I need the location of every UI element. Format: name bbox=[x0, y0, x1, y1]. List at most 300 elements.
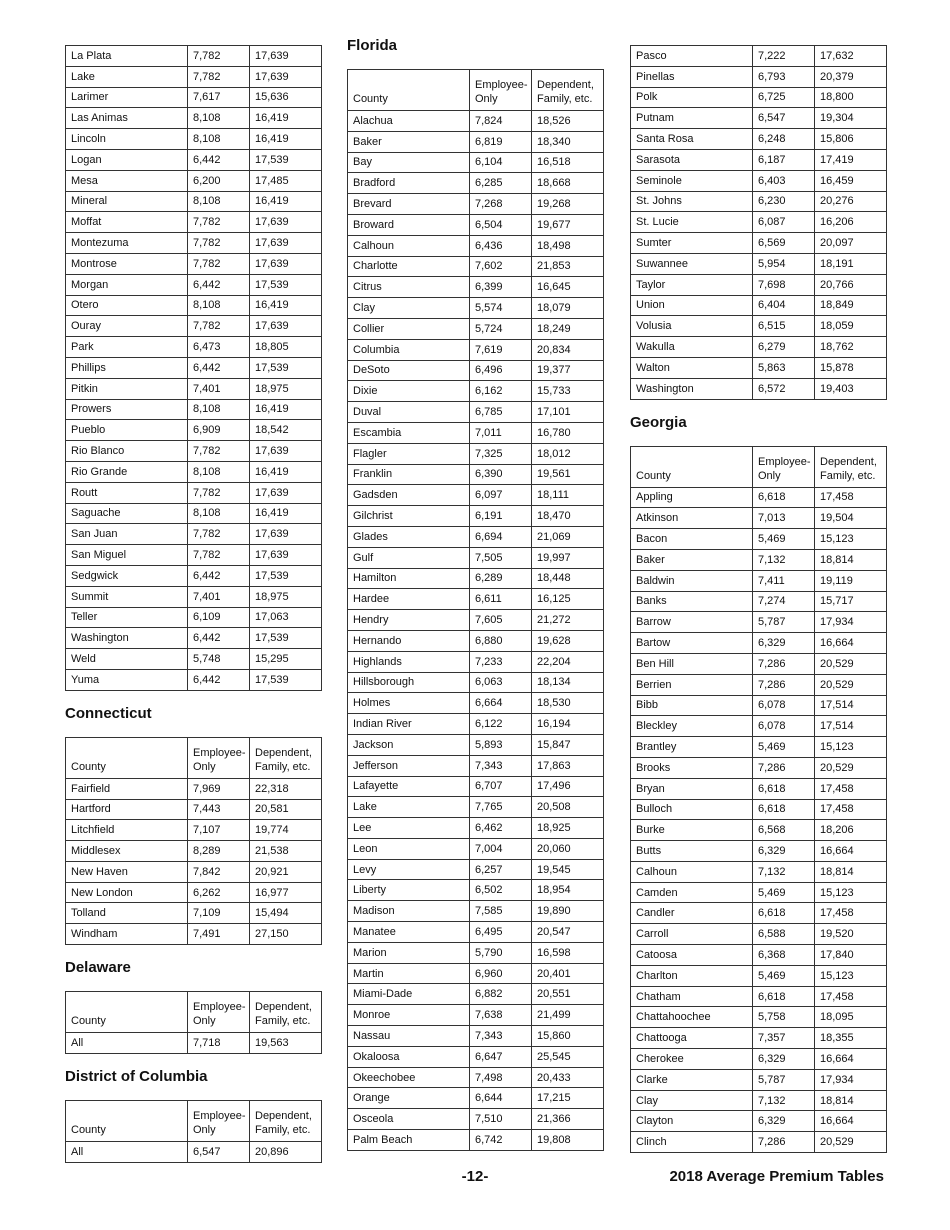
table-row bbox=[631, 903, 887, 924]
table-row bbox=[631, 46, 887, 67]
dependent-cell: 20,529 bbox=[815, 653, 887, 674]
employee-only-cell: 6,257 bbox=[470, 859, 532, 880]
table-row bbox=[348, 464, 604, 485]
employee-only-cell: 7,132 bbox=[753, 549, 815, 570]
dependent-cell: 19,808 bbox=[532, 1130, 604, 1151]
header-dependent-family: Dependent, Family, etc. bbox=[532, 70, 604, 111]
employee-only-cell: 5,787 bbox=[753, 612, 815, 633]
table-row bbox=[66, 882, 322, 903]
dependent-cell: 17,539 bbox=[250, 149, 322, 170]
county-cell: Bay bbox=[348, 152, 470, 173]
header-employee-only: Employee-Only bbox=[470, 70, 532, 111]
employee-only-cell: 6,644 bbox=[470, 1088, 532, 1109]
employee-only-cell: 7,602 bbox=[470, 256, 532, 277]
employee-only-cell: 5,469 bbox=[753, 529, 815, 550]
county-cell: Indian River bbox=[348, 714, 470, 735]
dependent-cell: 19,628 bbox=[532, 630, 604, 651]
dependent-cell: 16,977 bbox=[250, 882, 322, 903]
table-row bbox=[631, 633, 887, 654]
county-cell: Routt bbox=[66, 482, 188, 503]
employee-only-cell: 6,647 bbox=[470, 1046, 532, 1067]
employee-only-cell: 6,122 bbox=[470, 714, 532, 735]
dependent-cell: 16,206 bbox=[815, 212, 887, 233]
dependent-cell: 21,853 bbox=[532, 256, 604, 277]
county-cell: Duval bbox=[348, 402, 470, 423]
county-cell: New London bbox=[66, 882, 188, 903]
dependent-cell: 18,954 bbox=[532, 880, 604, 901]
table-row bbox=[348, 610, 604, 631]
dependent-cell: 16,419 bbox=[250, 399, 322, 420]
employee-only-cell: 6,230 bbox=[753, 191, 815, 212]
dependent-cell: 17,485 bbox=[250, 170, 322, 191]
county-cell: Morgan bbox=[66, 274, 188, 295]
premium-table bbox=[65, 737, 322, 945]
dependent-cell: 18,800 bbox=[815, 87, 887, 108]
county-cell: Barrow bbox=[631, 612, 753, 633]
county-cell: Tolland bbox=[66, 903, 188, 924]
table-row bbox=[348, 131, 604, 152]
county-cell: Phillips bbox=[66, 357, 188, 378]
premium-table bbox=[630, 446, 887, 1154]
county-cell: Polk bbox=[631, 87, 753, 108]
county-cell: Manatee bbox=[348, 922, 470, 943]
county-cell: Clayton bbox=[631, 1111, 753, 1132]
table-row bbox=[348, 173, 604, 194]
dependent-cell: 20,276 bbox=[815, 191, 887, 212]
table-row bbox=[631, 570, 887, 591]
county-cell: Seminole bbox=[631, 170, 753, 191]
table-row bbox=[66, 799, 322, 820]
employee-only-cell: 6,725 bbox=[753, 87, 815, 108]
county-cell: Bibb bbox=[631, 695, 753, 716]
table-row bbox=[631, 274, 887, 295]
state-heading: Florida bbox=[347, 37, 398, 54]
table-row bbox=[631, 841, 887, 862]
county-cell: Bleckley bbox=[631, 716, 753, 737]
table-row bbox=[348, 901, 604, 922]
county-cell: Windham bbox=[66, 924, 188, 945]
county-cell: Rio Blanco bbox=[66, 441, 188, 462]
employee-only-cell: 6,436 bbox=[470, 235, 532, 256]
table-row bbox=[631, 591, 887, 612]
table-row bbox=[348, 797, 604, 818]
table-row bbox=[348, 1026, 604, 1047]
document-title: 2018 Average Premium Tables bbox=[669, 1168, 884, 1185]
employee-only-cell: 6,568 bbox=[753, 820, 815, 841]
county-cell: Marion bbox=[348, 942, 470, 963]
table-row bbox=[66, 903, 322, 924]
employee-only-cell: 6,618 bbox=[753, 778, 815, 799]
employee-only-cell: 6,588 bbox=[753, 924, 815, 945]
table-row bbox=[631, 1090, 887, 1111]
table-row bbox=[631, 716, 887, 737]
employee-only-cell: 6,162 bbox=[470, 381, 532, 402]
employee-only-cell: 6,187 bbox=[753, 149, 815, 170]
table-row bbox=[631, 295, 887, 316]
dependent-cell: 16,645 bbox=[532, 277, 604, 298]
employee-only-cell: 6,104 bbox=[470, 152, 532, 173]
employee-only-cell: 6,399 bbox=[470, 277, 532, 298]
county-cell: Santa Rosa bbox=[631, 129, 753, 150]
table-row bbox=[66, 66, 322, 87]
county-cell: All bbox=[66, 1141, 188, 1162]
dependent-cell: 19,520 bbox=[815, 924, 887, 945]
employee-only-cell: 7,343 bbox=[470, 755, 532, 776]
employee-only-cell: 7,286 bbox=[753, 1132, 815, 1153]
dependent-cell: 20,834 bbox=[532, 339, 604, 360]
county-cell: Hendry bbox=[348, 610, 470, 631]
employee-only-cell: 6,882 bbox=[470, 984, 532, 1005]
employee-only-cell: 6,793 bbox=[753, 66, 815, 87]
dependent-cell: 20,529 bbox=[815, 674, 887, 695]
county-cell: Rio Grande bbox=[66, 461, 188, 482]
table-row bbox=[631, 882, 887, 903]
dependent-cell: 20,379 bbox=[815, 66, 887, 87]
county-cell: Leon bbox=[348, 838, 470, 859]
employee-only-cell: 7,605 bbox=[470, 610, 532, 631]
table-row bbox=[631, 924, 887, 945]
table-row bbox=[66, 378, 322, 399]
employee-only-cell: 5,469 bbox=[753, 882, 815, 903]
employee-only-cell: 7,617 bbox=[188, 87, 250, 108]
county-cell: Ouray bbox=[66, 316, 188, 337]
employee-only-cell: 7,286 bbox=[753, 653, 815, 674]
dependent-cell: 15,878 bbox=[815, 357, 887, 378]
employee-only-cell: 6,442 bbox=[188, 357, 250, 378]
table-row bbox=[631, 674, 887, 695]
table-row bbox=[348, 838, 604, 859]
dependent-cell: 20,401 bbox=[532, 963, 604, 984]
county-cell: Chatham bbox=[631, 986, 753, 1007]
county-cell: Gulf bbox=[348, 547, 470, 568]
employee-only-cell: 7,443 bbox=[188, 799, 250, 820]
employee-only-cell: 6,248 bbox=[753, 129, 815, 150]
table-row bbox=[631, 87, 887, 108]
employee-only-cell: 7,109 bbox=[188, 903, 250, 924]
dependent-cell: 15,847 bbox=[532, 734, 604, 755]
table-row bbox=[66, 316, 322, 337]
employee-only-cell: 6,279 bbox=[753, 337, 815, 358]
employee-only-cell: 6,442 bbox=[188, 669, 250, 690]
county-cell: Carroll bbox=[631, 924, 753, 945]
table-row bbox=[631, 149, 887, 170]
employee-only-cell: 6,909 bbox=[188, 420, 250, 441]
dependent-cell: 16,194 bbox=[532, 714, 604, 735]
county-cell: Miami-Dade bbox=[348, 984, 470, 1005]
county-cell: Levy bbox=[348, 859, 470, 880]
table-row bbox=[348, 672, 604, 693]
county-cell: Chattooga bbox=[631, 1028, 753, 1049]
table-row bbox=[631, 612, 887, 633]
employee-only-cell: 7,132 bbox=[753, 861, 815, 882]
county-cell: Ben Hill bbox=[631, 653, 753, 674]
employee-only-cell: 8,108 bbox=[188, 461, 250, 482]
table-row bbox=[631, 986, 887, 1007]
dependent-cell: 16,518 bbox=[532, 152, 604, 173]
county-cell: Brantley bbox=[631, 737, 753, 758]
employee-only-cell: 7,274 bbox=[753, 591, 815, 612]
employee-only-cell: 6,390 bbox=[470, 464, 532, 485]
county-cell: Fairfield bbox=[66, 778, 188, 799]
table-row bbox=[66, 1033, 322, 1054]
dependent-cell: 19,563 bbox=[250, 1033, 322, 1054]
dependent-cell: 17,632 bbox=[815, 46, 887, 67]
county-cell: Pueblo bbox=[66, 420, 188, 441]
county-cell: Lafayette bbox=[348, 776, 470, 797]
table-row bbox=[66, 524, 322, 545]
header-employee-only: Employee-Only bbox=[188, 992, 250, 1033]
header-dependent-family: Dependent, Family, etc. bbox=[250, 737, 322, 778]
dependent-cell: 18,762 bbox=[815, 337, 887, 358]
county-cell: Charlotte bbox=[348, 256, 470, 277]
county-cell: DeSoto bbox=[348, 360, 470, 381]
dependent-cell: 16,664 bbox=[815, 1111, 887, 1132]
dependent-cell: 22,318 bbox=[250, 778, 322, 799]
dependent-cell: 17,639 bbox=[250, 212, 322, 233]
table-row bbox=[631, 1028, 887, 1049]
table-row bbox=[348, 630, 604, 651]
employee-only-cell: 8,108 bbox=[188, 108, 250, 129]
table-row bbox=[66, 253, 322, 274]
dependent-cell: 17,514 bbox=[815, 716, 887, 737]
table-row bbox=[348, 506, 604, 527]
state-heading: Delaware bbox=[65, 959, 131, 977]
employee-only-cell: 5,469 bbox=[753, 965, 815, 986]
employee-only-cell: 7,401 bbox=[188, 378, 250, 399]
county-cell: Washington bbox=[631, 378, 753, 399]
table-row bbox=[66, 1141, 322, 1162]
employee-only-cell: 5,790 bbox=[470, 942, 532, 963]
table-row bbox=[348, 568, 604, 589]
table-row bbox=[66, 441, 322, 462]
dependent-cell: 21,272 bbox=[532, 610, 604, 631]
employee-only-cell: 7,824 bbox=[470, 111, 532, 132]
table-row bbox=[631, 487, 887, 508]
dependent-cell: 17,639 bbox=[250, 233, 322, 254]
table-row bbox=[348, 360, 604, 381]
table-row bbox=[66, 628, 322, 649]
employee-only-cell: 6,707 bbox=[470, 776, 532, 797]
employee-only-cell: 6,329 bbox=[753, 633, 815, 654]
employee-only-cell: 5,863 bbox=[753, 357, 815, 378]
dependent-cell: 17,639 bbox=[250, 482, 322, 503]
table-row bbox=[348, 1088, 604, 1109]
county-cell: Jackson bbox=[348, 734, 470, 755]
employee-only-cell: 6,611 bbox=[470, 589, 532, 610]
header-county: County bbox=[66, 737, 188, 778]
header-employee-only: Employee-Only bbox=[188, 1100, 250, 1141]
county-cell: Hillsborough bbox=[348, 672, 470, 693]
dependent-cell: 18,206 bbox=[815, 820, 887, 841]
dependent-cell: 16,664 bbox=[815, 633, 887, 654]
dependent-cell: 20,896 bbox=[250, 1141, 322, 1162]
employee-only-cell: 6,618 bbox=[753, 799, 815, 820]
table-row bbox=[66, 565, 322, 586]
column-middle bbox=[347, 37, 603, 1151]
employee-only-cell: 7,765 bbox=[470, 797, 532, 818]
employee-only-cell: 6,819 bbox=[470, 131, 532, 152]
employee-only-cell: 6,191 bbox=[470, 506, 532, 527]
employee-only-cell: 7,004 bbox=[470, 838, 532, 859]
county-cell: Bryan bbox=[631, 778, 753, 799]
dependent-cell: 16,664 bbox=[815, 1049, 887, 1070]
dependent-cell: 15,123 bbox=[815, 965, 887, 986]
county-cell: Burke bbox=[631, 820, 753, 841]
county-cell: All bbox=[66, 1033, 188, 1054]
county-cell: Sarasota bbox=[631, 149, 753, 170]
employee-only-cell: 6,694 bbox=[470, 526, 532, 547]
county-cell: Franklin bbox=[348, 464, 470, 485]
dependent-cell: 19,677 bbox=[532, 214, 604, 235]
table-row bbox=[631, 1111, 887, 1132]
table-row bbox=[66, 461, 322, 482]
county-cell: Hernando bbox=[348, 630, 470, 651]
dependent-cell: 18,249 bbox=[532, 318, 604, 339]
dependent-cell: 16,419 bbox=[250, 461, 322, 482]
county-cell: Bacon bbox=[631, 529, 753, 550]
employee-only-cell: 7,782 bbox=[188, 253, 250, 274]
table-row bbox=[66, 924, 322, 945]
employee-only-cell: 7,011 bbox=[470, 422, 532, 443]
header-county: County bbox=[348, 70, 470, 111]
header-dependent-family: Dependent, Family, etc. bbox=[815, 446, 887, 487]
dependent-cell: 15,717 bbox=[815, 591, 887, 612]
table-row bbox=[631, 378, 887, 399]
table-row bbox=[66, 295, 322, 316]
employee-only-cell: 8,108 bbox=[188, 399, 250, 420]
table-row bbox=[631, 757, 887, 778]
dependent-cell: 17,458 bbox=[815, 799, 887, 820]
employee-only-cell: 6,097 bbox=[470, 485, 532, 506]
county-cell: Madison bbox=[348, 901, 470, 922]
table-row bbox=[348, 402, 604, 423]
premium-table bbox=[65, 1100, 322, 1163]
dependent-cell: 18,012 bbox=[532, 443, 604, 464]
table-row bbox=[631, 1049, 887, 1070]
dependent-cell: 15,860 bbox=[532, 1026, 604, 1047]
county-cell: Volusia bbox=[631, 316, 753, 337]
dependent-cell: 17,101 bbox=[532, 402, 604, 423]
dependent-cell: 18,526 bbox=[532, 111, 604, 132]
employee-only-cell: 7,585 bbox=[470, 901, 532, 922]
employee-only-cell: 6,462 bbox=[470, 818, 532, 839]
county-cell: Palm Beach bbox=[348, 1130, 470, 1151]
county-cell: Collier bbox=[348, 318, 470, 339]
dependent-cell: 17,539 bbox=[250, 669, 322, 690]
county-cell: Clay bbox=[348, 298, 470, 319]
dependent-cell: 19,774 bbox=[250, 820, 322, 841]
state-heading: Connecticut bbox=[65, 704, 152, 722]
table-row bbox=[348, 256, 604, 277]
table-row bbox=[66, 649, 322, 670]
table-row bbox=[631, 861, 887, 882]
county-cell: Clinch bbox=[631, 1132, 753, 1153]
dependent-cell: 18,814 bbox=[815, 549, 887, 570]
county-cell: Alachua bbox=[348, 111, 470, 132]
dependent-cell: 16,419 bbox=[250, 129, 322, 150]
dependent-cell: 21,366 bbox=[532, 1109, 604, 1130]
county-cell: Sumter bbox=[631, 233, 753, 254]
dependent-cell: 17,458 bbox=[815, 986, 887, 1007]
table-row bbox=[631, 1007, 887, 1028]
table-row bbox=[66, 170, 322, 191]
dependent-cell: 20,766 bbox=[815, 274, 887, 295]
dependent-cell: 20,097 bbox=[815, 233, 887, 254]
column-right bbox=[630, 45, 886, 1153]
county-cell: Cherokee bbox=[631, 1049, 753, 1070]
dependent-cell: 19,268 bbox=[532, 194, 604, 215]
employee-only-cell: 7,782 bbox=[188, 545, 250, 566]
county-cell: Lake bbox=[348, 797, 470, 818]
county-cell: Bartow bbox=[631, 633, 753, 654]
dependent-cell: 18,542 bbox=[250, 420, 322, 441]
dependent-cell: 18,111 bbox=[532, 485, 604, 506]
dependent-cell: 18,355 bbox=[815, 1028, 887, 1049]
county-cell: Clarke bbox=[631, 1069, 753, 1090]
county-cell: New Haven bbox=[66, 861, 188, 882]
employee-only-cell: 7,325 bbox=[470, 443, 532, 464]
table-row bbox=[66, 357, 322, 378]
county-cell: Osceola bbox=[348, 1109, 470, 1130]
dependent-cell: 15,494 bbox=[250, 903, 322, 924]
header-county: County bbox=[66, 1100, 188, 1141]
dependent-cell: 16,125 bbox=[532, 589, 604, 610]
dependent-cell: 18,059 bbox=[815, 316, 887, 337]
county-cell: Middlesex bbox=[66, 841, 188, 862]
table-row bbox=[348, 298, 604, 319]
employee-only-cell: 6,368 bbox=[753, 945, 815, 966]
dependent-cell: 18,805 bbox=[250, 337, 322, 358]
table-header-row bbox=[66, 737, 322, 778]
employee-only-cell: 6,078 bbox=[753, 716, 815, 737]
employee-only-cell: 7,782 bbox=[188, 441, 250, 462]
table-row bbox=[631, 170, 887, 191]
header-employee-only: Employee-Only bbox=[753, 446, 815, 487]
employee-only-cell: 7,638 bbox=[470, 1005, 532, 1026]
employee-only-cell: 6,495 bbox=[470, 922, 532, 943]
employee-only-cell: 7,268 bbox=[470, 194, 532, 215]
state-heading: District of Columbia bbox=[65, 1067, 208, 1085]
county-cell: Weld bbox=[66, 649, 188, 670]
county-cell: Yuma bbox=[66, 669, 188, 690]
county-cell: Larimer bbox=[66, 87, 188, 108]
table-row bbox=[348, 1130, 604, 1151]
dependent-cell: 17,215 bbox=[532, 1088, 604, 1109]
dependent-cell: 17,639 bbox=[250, 46, 322, 67]
table-row bbox=[66, 399, 322, 420]
employee-only-cell: 7,782 bbox=[188, 46, 250, 67]
county-cell: Putnam bbox=[631, 108, 753, 129]
county-cell: Montrose bbox=[66, 253, 188, 274]
county-cell: Union bbox=[631, 295, 753, 316]
county-cell: Washington bbox=[66, 628, 188, 649]
employee-only-cell: 7,286 bbox=[753, 757, 815, 778]
county-cell: Banks bbox=[631, 591, 753, 612]
dependent-cell: 18,079 bbox=[532, 298, 604, 319]
employee-only-cell: 7,107 bbox=[188, 820, 250, 841]
county-cell: Gadsden bbox=[348, 485, 470, 506]
county-cell: Pitkin bbox=[66, 378, 188, 399]
table-row bbox=[348, 526, 604, 547]
county-cell: Catoosa bbox=[631, 945, 753, 966]
table-row bbox=[348, 922, 604, 943]
dependent-cell: 20,921 bbox=[250, 861, 322, 882]
county-cell: Bulloch bbox=[631, 799, 753, 820]
employee-only-cell: 6,664 bbox=[470, 693, 532, 714]
employee-only-cell: 6,063 bbox=[470, 672, 532, 693]
table-row bbox=[631, 212, 887, 233]
table-row bbox=[348, 963, 604, 984]
